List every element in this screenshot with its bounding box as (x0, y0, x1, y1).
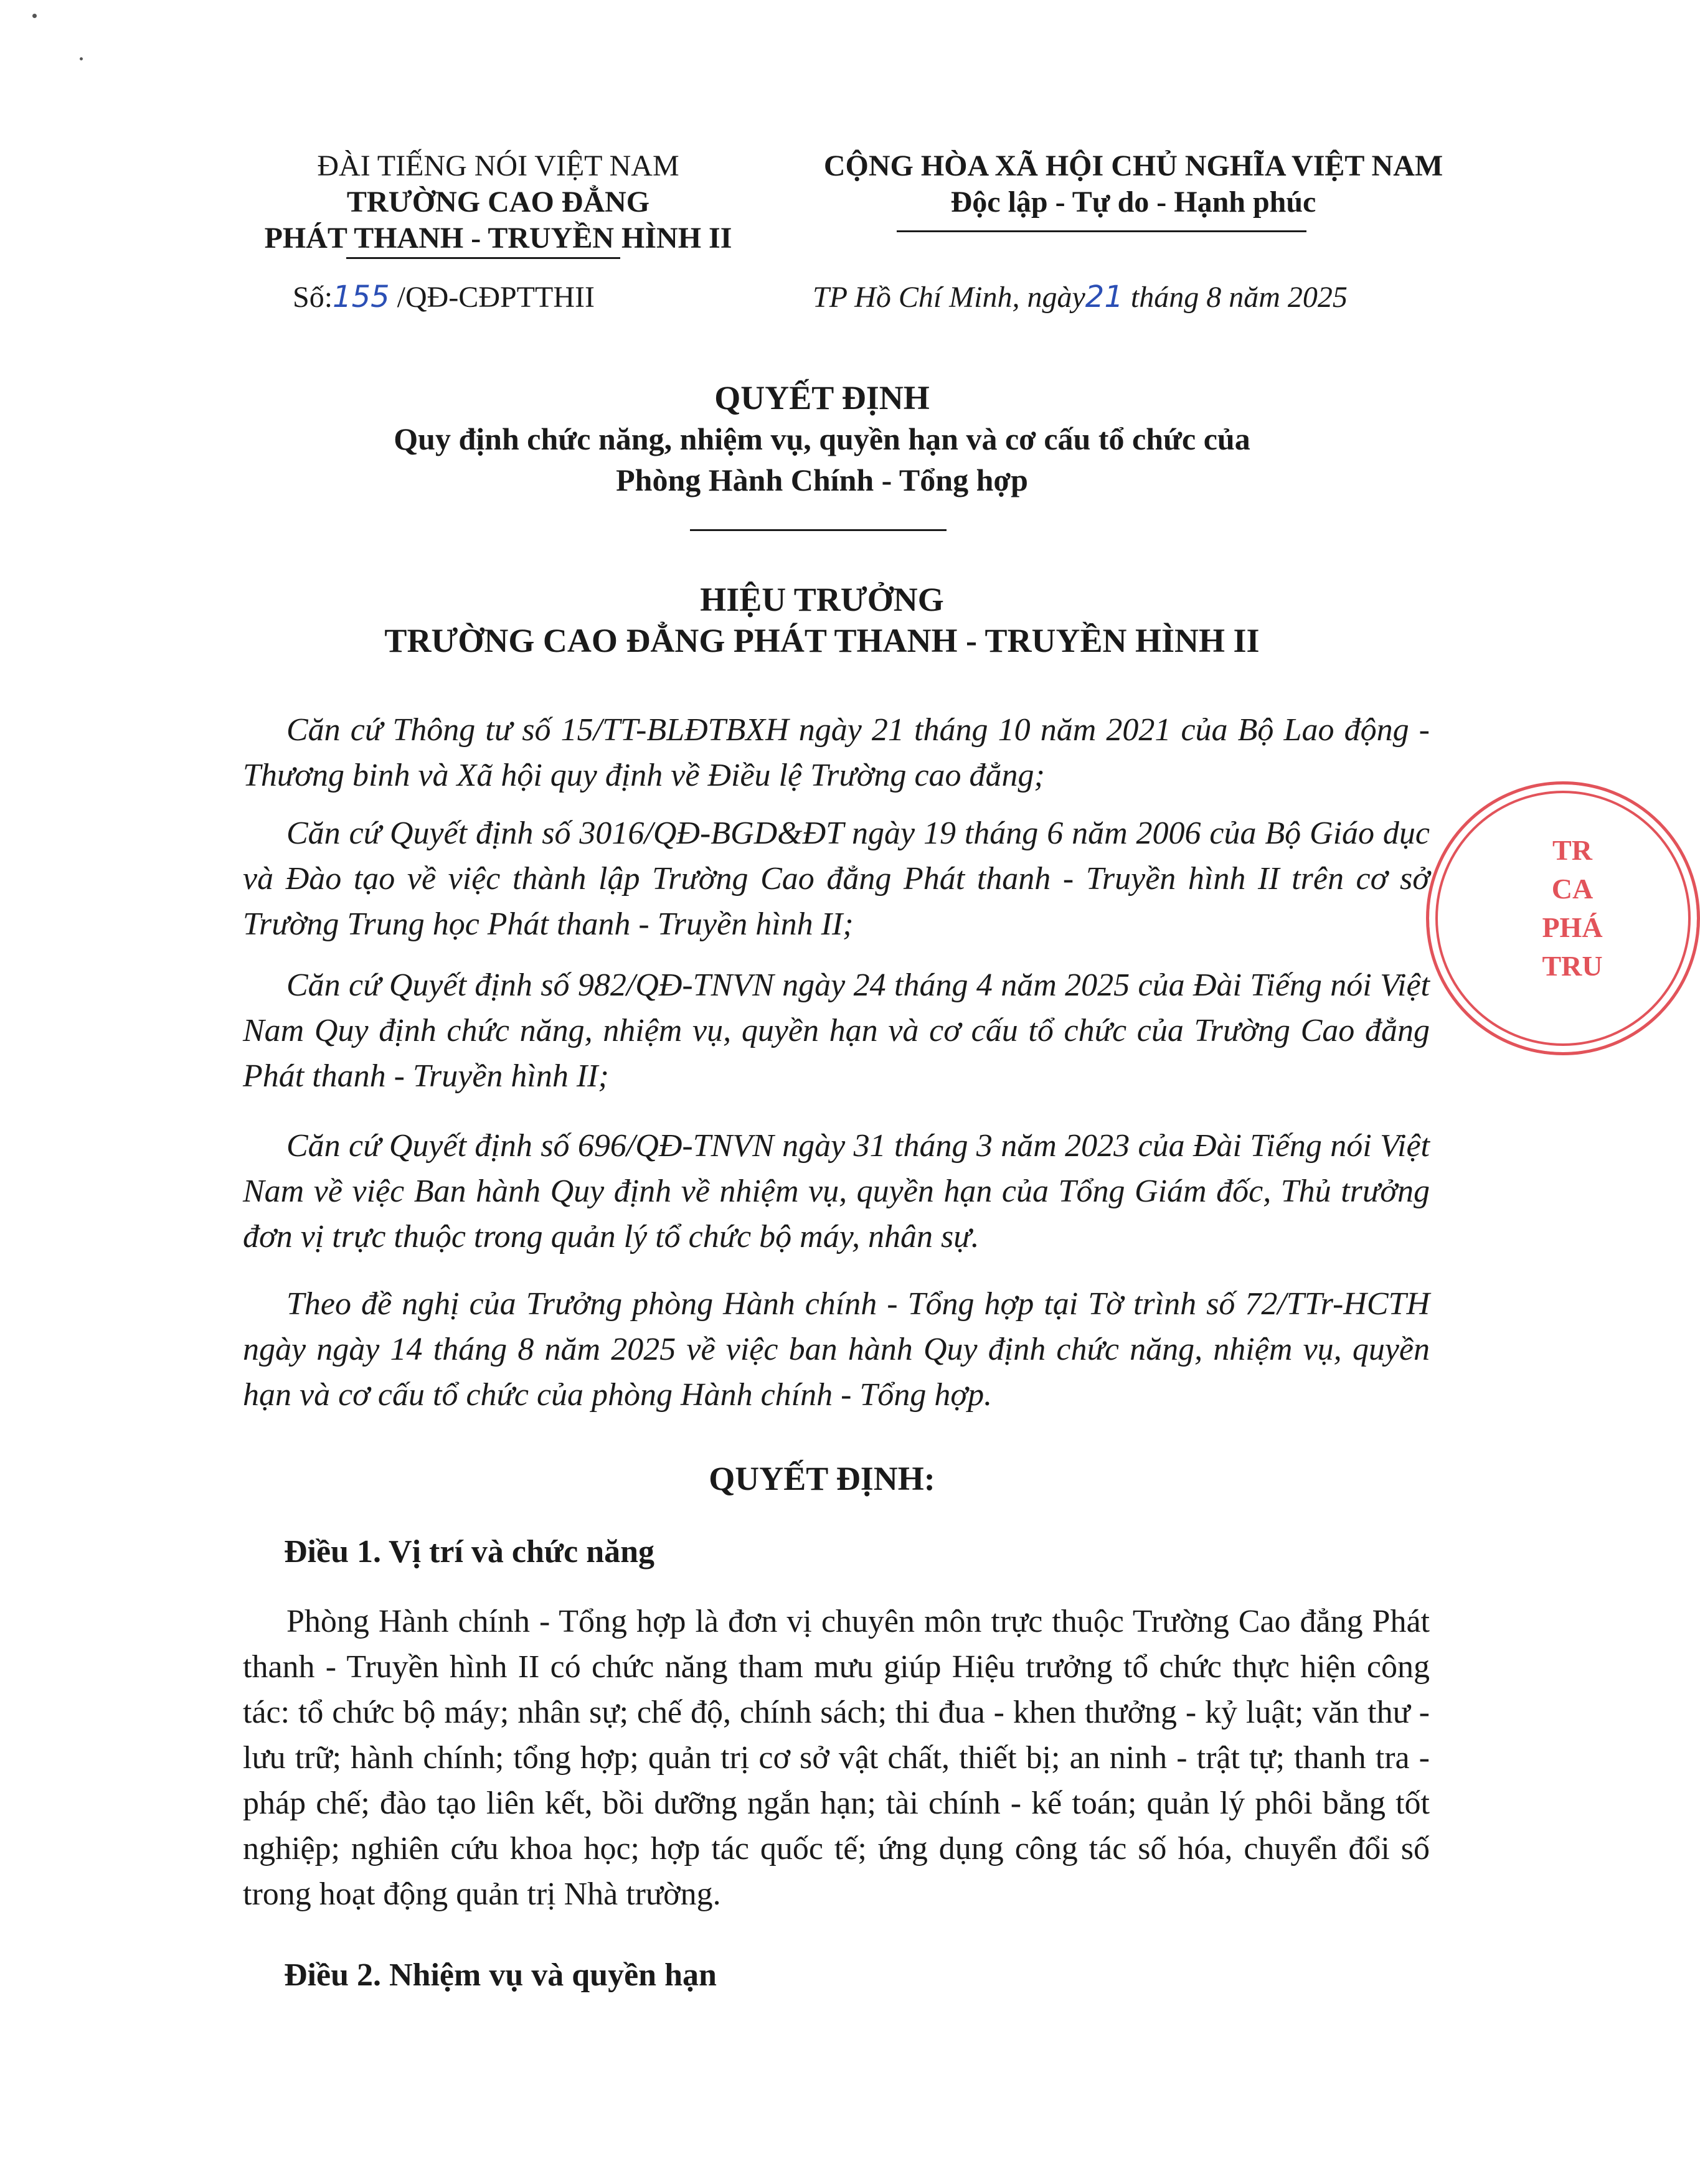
seal-line: TR (1552, 834, 1592, 866)
national-motto: Độc lập - Tự do - Hạnh phúc (950, 186, 1316, 219)
article-1-body: Phòng Hành chính - Tổng hợp là đơn vị chuyên môn trực thuộc Trường Cao đẳng Phát thanh - Truyền hình II có chức năng tham mưu giúp Hiệu trưởng tổ chức thực hiện công tác: tổ chức bộ máy; nhân sự; chế độ, chính sách; thi đua - khen thưởng - kỷ luật; văn thư - lưu trữ; hành chính; tổng hợp; quản trị cơ sở vật chất, thiết bị; an ninh - trật tự; thanh tra - pháp chế; đào tạo liên kết, bồi dưỡng ngắn hạn; tài chính - kế toán; quản lý phôi bằng tốt nghiệp; nghiên cứu khoa học; hợp tác quốc tế; ứng dụng công tác số hóa, chuyển đổi số trong hoạt động quản trị Nhà trường. (243, 1604, 1430, 1912)
official-seal (1426, 781, 1700, 1055)
date-prefix: TP Hồ Chí Minh, ngày (813, 281, 1085, 314)
issuer-org: ĐÀI TIẾNG NÓI VIỆT NAM (317, 149, 679, 182)
issuer-school: TRƯỜNG CAO ĐẲNG (346, 186, 650, 219)
date-suffix: tháng 8 năm 2025 (1123, 281, 1348, 314)
preamble-paragraph-3: Căn cứ Quyết định số 982/QĐ-TNVN ngày 24 tháng 4 năm 2025 của Đài Tiếng nói Việt Nam Quy định chức năng, nhiệm vụ, quyền hạn và cơ cấu tổ chức của Trường Cao đẳng Phát thanh - Truyền hình II; (243, 967, 1430, 1094)
preamble-paragraph-2: Căn cứ Quyết định số 3016/QĐ-BGD&ĐT ngày 19 tháng 6 năm 2006 của Bộ Giáo dục và Đào tạo về việc thành lập Trường Cao đẳng Phát thanh - Truyền hình II trên cơ sở Trường Trung học Phát thanh - Truyền hình II; (243, 816, 1430, 942)
subject-line-1: Quy định chức năng, nhiệm vụ, quyền hạn và cơ cấu tổ chức của (394, 421, 1250, 456)
date-day-handwritten: 21 (1085, 280, 1123, 314)
seal-text (1523, 831, 1622, 986)
national-header (778, 148, 1488, 220)
issuer-school-name: PHÁT THANH - TRUYỀN HÌNH II (264, 222, 732, 255)
doc-number-prefix: Số: (293, 281, 333, 314)
preamble-paragraph-4: Căn cứ Quyết định số 696/QĐ-TNVN ngày 31 tháng 3 năm 2023 của Đài Tiếng nói Việt Nam về việc Ban hành Quy định về nhiệm vụ, quyền hạn của Tổng Giám đốc, Thủ trưởng đơn vị trực thuộc trong quản lý tổ chức bộ máy, nhân sự. (243, 1128, 1430, 1254)
seal-line: PHÁ (1542, 911, 1603, 943)
issuer-underline (346, 257, 620, 259)
preamble-paragraph-5: Theo đề nghị của Trưởng phòng Hành chính - Tổng hợp tại Tờ trình số 72/TTr-HCTH ngày ngày 14 tháng 8 năm 2025 về việc ban hành Quy định chức năng, nhiệm vụ, quyền hạn và cơ cấu tổ chức của phòng Hành chính - Tổng hợp. (243, 1286, 1430, 1413)
scan-mark (80, 57, 83, 60)
title-block (187, 377, 1457, 501)
seal-line: TRU (1542, 950, 1603, 982)
motto-underline (897, 230, 1306, 232)
decision-heading: QUYẾT ĐỊNH: (709, 1460, 935, 1497)
seal-line: CA (1551, 873, 1594, 905)
article-2-heading: Điều 2. Nhiệm vụ và quyền hạn (284, 1957, 717, 1993)
subject-line-2: Phòng Hành Chính - Tổng hợp (616, 463, 1028, 497)
doc-type: QUYẾT ĐỊNH (714, 379, 930, 417)
article-1-heading: Điều 1. Vị trí và chức năng (284, 1534, 655, 1570)
country-name: CỘNG HÒA XÃ HỘI CHỦ NGHĨA VIỆT NAM (823, 149, 1443, 182)
scan-mark (32, 14, 37, 18)
doc-number-handwritten: 155 (333, 280, 390, 314)
subject-underline (690, 529, 947, 531)
authority-title: HIỆU TRƯỞNG (700, 581, 944, 618)
place-date (813, 279, 1348, 316)
authority-block (187, 579, 1457, 661)
authority-school: TRƯỜNG CAO ĐẲNG PHÁT THANH - TRUYỀN HÌNH II (384, 622, 1260, 659)
doc-number-suffix: /QĐ-CĐPTTHII (389, 281, 595, 314)
document-number (293, 279, 595, 316)
preamble-paragraph-1: Căn cứ Thông tư số 15/TT-BLĐTBXH ngày 21 tháng 10 năm 2021 của Bộ Lao động - Thương binh và Xã hội quy định về Điều lệ Trường cao đẳng; (243, 712, 1430, 793)
issuer-block (237, 148, 760, 257)
